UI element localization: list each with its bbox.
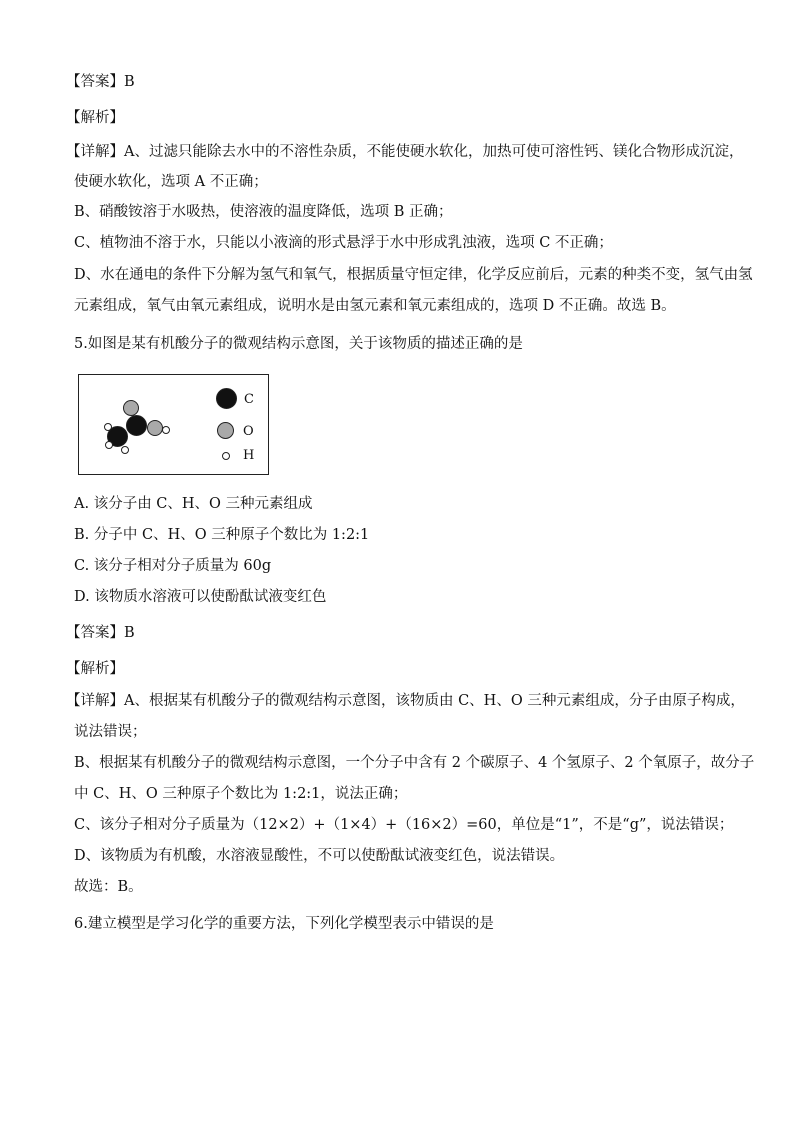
q5-detail-line: D、该物质为有机酸，水溶液显酸性，不可以使酚酞试液变红色，说法错误。: [74, 848, 565, 864]
q4-detail-line: C、植物油不溶于水，只能以小液滴的形式悬浮于水中形成乳浊液，选项 C 不正确；: [74, 235, 613, 251]
hydrogen-atom-icon: [121, 446, 129, 454]
q6-stem: 6.建立模型是学习化学的重要方法，下列化学模型表示中错误的是: [74, 916, 494, 932]
q5-detail-line: 【详解】A、根据某有机酸分子的微观结构示意图，该物质由 C、H、O 三种元素组成，分子由原子构成，: [66, 693, 745, 709]
oxygen-atom-icon: [123, 400, 139, 416]
q5-detail-line: B、根据某有机酸分子的微观结构示意图，一个分子中含有 2 个碳原子、4 个氢原子、2 个氧原子，故分子: [74, 755, 755, 771]
legend-label-h: H: [243, 448, 255, 463]
q4-analysis-tag: 【解析】: [66, 110, 124, 126]
hydrogen-atom-icon: [104, 423, 112, 431]
carbon-legend-icon: [216, 388, 237, 409]
q5-option-a: A. 该分子由 C、H、O 三种元素组成: [74, 496, 313, 512]
q5-option-c: C. 该分子相对分子质量为 60g: [74, 558, 272, 574]
answer-tag: 【答案】: [66, 74, 124, 90]
answer-value: B: [124, 625, 135, 641]
answer-value: B: [124, 74, 135, 90]
q5-answer: [66, 623, 135, 643]
q5-detail-line: 中 C、H、O 三种原子个数比为 1:2:1，说法正确；: [74, 786, 408, 802]
q5-detail-line: C、该分子相对分子质量为（12×2）+（1×4）+（16×2）=60，单位是“1”，不是“g”，说法错误；: [74, 817, 734, 833]
hydrogen-legend-icon: [222, 452, 230, 460]
q4-detail-line: B、硝酸铵溶于水吸热，使溶液的温度降低，选项 B 正确；: [74, 204, 453, 220]
q5-option-b: B. 分子中 C、H、O 三种原子个数比为 1:2:1: [74, 527, 370, 543]
q4-answer: [66, 72, 135, 92]
hydrogen-atom-icon: [105, 441, 113, 449]
legend-label-o: O: [243, 424, 254, 439]
q4-detail-line: 元素组成，氧气由氧元素组成，说明水是由氢元素和氧元素组成的，选项 D 不正确。故选 B。: [74, 298, 676, 314]
q5-conclusion: 故选：B。: [74, 879, 143, 895]
q5-stem: 5.如图是某有机酸分子的微观结构示意图，关于该物质的描述正确的是: [74, 336, 523, 352]
q4-detail-line: 使硬水软化，选项 A 不正确；: [74, 174, 268, 190]
q5-option-d: D. 该物质水溶液可以使酚酞试液变红色: [74, 589, 327, 605]
answer-tag: 【答案】: [66, 625, 124, 641]
q4-detail-line: 【详解】A、过滤只能除去水中的不溶性杂质，不能使硬水软化，加热可使可溶性钙、镁化合物形成沉淀，: [66, 144, 744, 160]
molecule-figure: [78, 374, 269, 475]
carbon-atom-icon: [126, 415, 147, 436]
legend-label-c: C: [244, 392, 254, 407]
hydrogen-atom-icon: [162, 426, 170, 434]
q5-detail-line: 说法错误；: [74, 724, 147, 740]
oxygen-legend-icon: [217, 422, 234, 439]
q4-detail-line: D、水在通电的条件下分解为氢气和氧气，根据质量守恒定律，化学反应前后，元素的种类不变，氢气由氢: [74, 267, 753, 283]
q5-analysis-tag: 【解析】: [66, 661, 124, 677]
oxygen-atom-icon: [147, 420, 163, 436]
